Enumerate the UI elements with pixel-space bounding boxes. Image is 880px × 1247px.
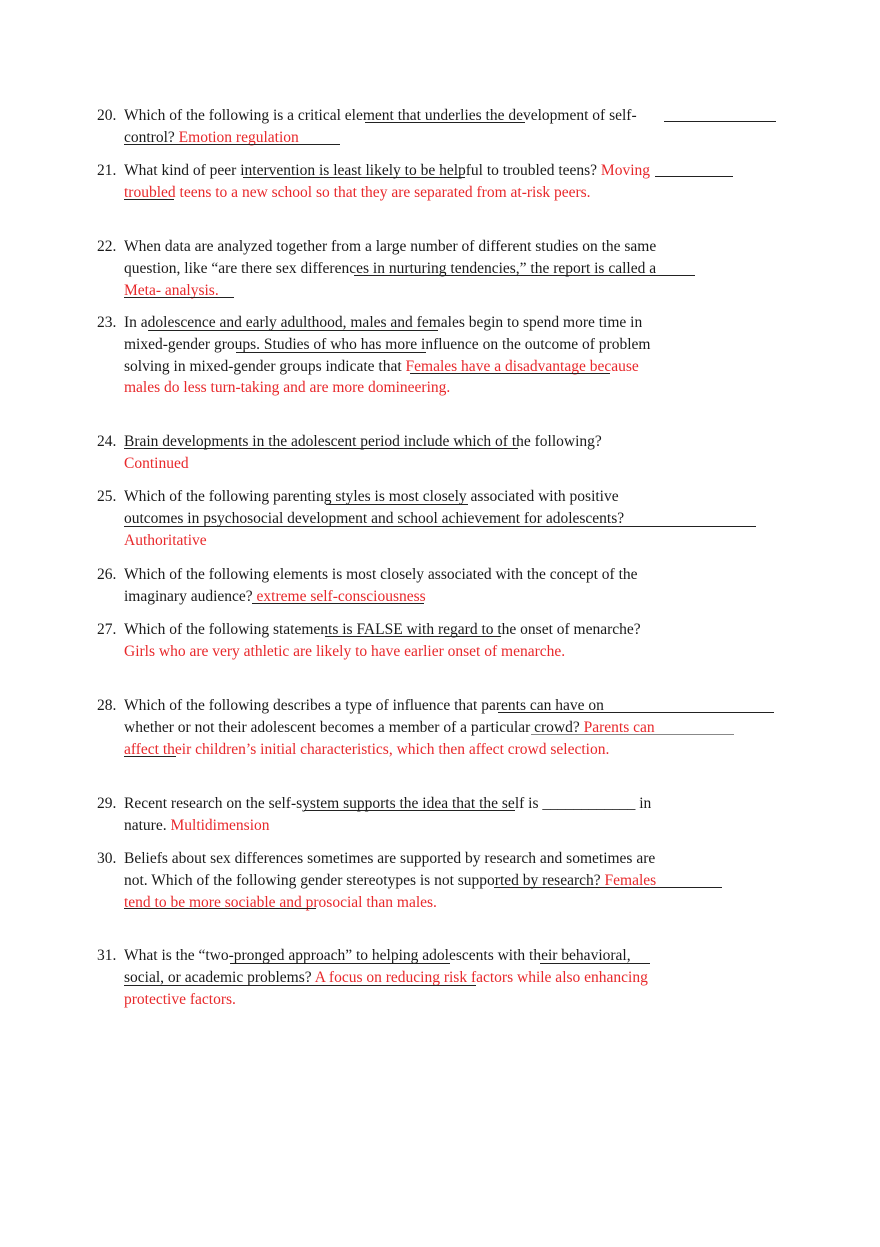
answer-text: A focus on reducing risk factors while also enhancing protective factors. [124,968,648,1008]
question-item-20 [97,105,657,149]
underline-rule [124,908,316,909]
answer-text: extreme self-consciousness [256,587,426,605]
question-text: Which of the following describes a type of influence that parents can have on whether or not their adolescent becomes a member of a particular crowd? [124,697,604,736]
question-item-24 [97,431,657,475]
question-number: 31. [97,947,117,964]
question-number: 22. [97,238,117,255]
answer-text: Parents can affect their children’s initial characteristics, which then affect crowd selection. [124,718,655,758]
underline-rule [148,330,438,331]
question-text: Beliefs about sex differences sometimes are supported by research and sometimes are not. Which of the following gender stereotypes is not supported by research? [124,850,656,889]
question-number: 28. [97,697,117,714]
underline-rule [124,144,340,145]
underline-rule [124,297,234,298]
underline-rule [124,199,174,200]
underline-rule [124,448,518,449]
underline-rule [325,636,501,637]
question-item-31 [97,945,657,1010]
question-item-21 [97,160,657,204]
question-text: Which of the following is a critical element that underlies the development of self- control? [124,107,637,146]
question-number: 21. [97,162,117,179]
answer-text: Continued [124,454,189,472]
underline-rule [252,603,424,604]
question-item-25 [97,486,657,551]
question-text: Recent research on the self-system supports the idea that the self is ____________ in nature. [124,795,652,834]
question-number: 26. [97,566,117,583]
underline-rule [494,887,722,888]
answer-text: Females tend to be more sociable and prosocial than males. [124,871,657,911]
question-number: 24. [97,433,117,450]
question-text: In adolescence and early adulthood, males and females begin to spend more time in mixed-gender groups. Studies of who has more influence on the outcome of problem solving in mixed-gender groups indicate that [124,314,651,375]
answer-blank-rule [655,176,733,177]
question-item-23 [97,312,657,399]
underline-rule [243,177,465,178]
answer-text: Moving troubled teens to a new school so that they are separated from at-risk peers. [124,162,651,201]
underline-rule [304,810,515,811]
question-number: 23. [97,314,117,331]
question-text: What kind of peer intervention is least likely to be helpful to troubled teens? [124,162,598,179]
underline-rule [365,122,525,123]
question-number: 25. [97,488,117,505]
question-item-29 [97,793,657,837]
answer-text: Females have a disadvantage because males do less turn-taking and are more domineering. [124,357,639,397]
question-text: Brain developments in the adolescent period include which of the following? [124,433,602,450]
underline-rule [531,734,734,735]
underline-rule [124,985,476,986]
underline-rule [498,712,774,713]
underline-rule [124,526,756,527]
answer-text: Meta- analysis. [124,281,219,299]
question-item-27 [97,619,657,663]
answer-text: Multidimension [170,816,270,834]
question-number: 29. [97,795,117,812]
question-number: 27. [97,621,117,638]
question-text: When data are analyzed together from a large number of different studies on the same question, like “are there sex differences in nurturing tendencies,” the report is called a [124,238,657,277]
underline-rule [230,963,450,964]
answer-text: Authoritative [124,531,207,549]
answer-blank-rule [664,121,776,122]
question-text: Which of the following statements is FALSE with regard to the onset of menarche? [124,621,641,638]
question-number: 20. [97,107,117,124]
underline-rule [236,352,426,353]
question-item-22 [97,236,657,301]
answer-text: Emotion regulation [178,128,299,146]
question-text: Which of the following parenting styles is most closely associated with positive outcomes in psychosocial development and school achievement for adolescents? [124,488,625,527]
question-item-26 [97,564,657,608]
answer-text: Girls who are very athletic are likely to have earlier onset of menarche. [124,642,566,660]
underline-rule [410,373,610,374]
question-item-30 [97,848,657,913]
question-text: What is the “two-pronged approach” to helping adolescents with their behavioral, social, or academic problems? [124,947,631,986]
underline-rule [124,756,176,757]
question-number: 30. [97,850,117,867]
underline-rule [354,275,695,276]
underline-rule [540,963,650,964]
question-text: Which of the following elements is most closely associated with the concept of the imaginary audience? [124,566,638,605]
question-item-28 [97,695,657,760]
underline-rule [326,504,468,505]
